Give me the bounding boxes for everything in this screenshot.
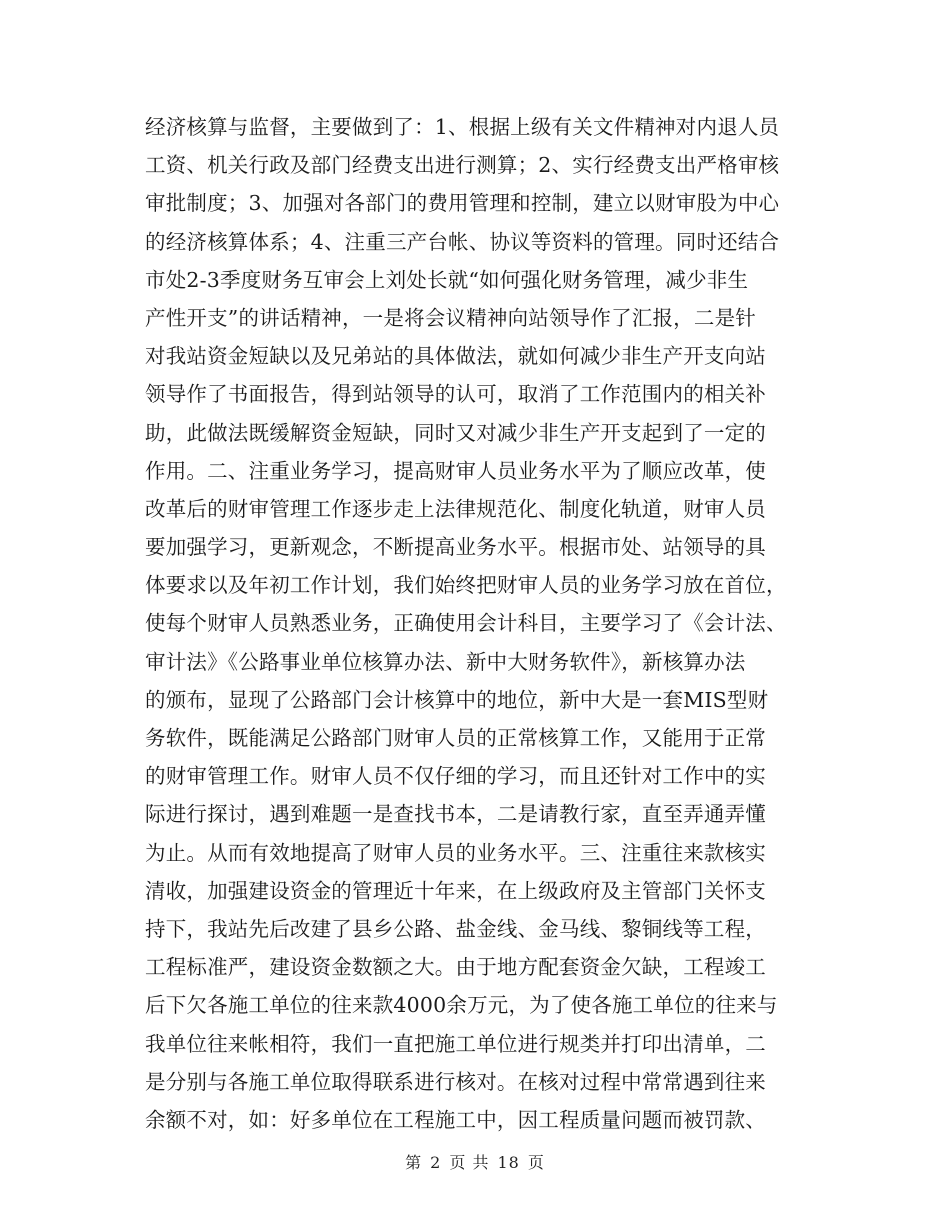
- text-line: 际进行探讨，遇到难题一是查找书本，二是请教行家，直至弄通弄懂: [145, 802, 766, 827]
- text-line: 工资、机关行政及部门经费支出进行测算；2、实行经费支出严格审核: [145, 153, 780, 178]
- page-footer: [0, 1150, 950, 1173]
- text-line: 后下欠各施工单位的往来款4000余万元，为了使各施工单位的往来与: [145, 993, 778, 1018]
- text-line: 市处2-3季度财务互审会上刘处长就“如何强化财务管理，减少非生: [145, 267, 749, 292]
- footer-page-prefix: 第: [405, 1153, 423, 1172]
- text-line: 领导作了书面报告，得到站领导的认可，取消了工作范围内的相关补: [145, 382, 766, 407]
- footer-page-suffix: 页: [527, 1153, 545, 1172]
- text-line: 的财审管理工作。财审人员不仅仔细的学习，而且还针对工作中的实: [145, 764, 766, 789]
- text-line: 清收，加强建设资金的管理近十年来，在上级政府及主管部门关怀支: [145, 878, 766, 903]
- text-line: 对我站资金短缺以及兄弟站的具体做法，就如何减少非生产开支向站: [145, 344, 766, 369]
- text-line: 作用。二、注重业务学习，提高财审人员业务水平为了顺应改革，使: [145, 458, 766, 483]
- footer-page-number: 2: [430, 1153, 442, 1172]
- text-line: 要加强学习，更新观念，不断提高业务水平。根据市处、站领导的具: [145, 535, 766, 560]
- text-line: 审批制度；3、加强对各部门的费用管理和控制，建立以财审股为中心: [145, 191, 780, 216]
- footer-page-mid: 页 共: [449, 1153, 490, 1172]
- text-line: 审计法》《公路事业单位核算办法、新中大财务软件》，新核算办法: [145, 649, 746, 674]
- text-line: 改革后的财审管理工作逐步走上法律规范化、制度化轨道，财审人员: [145, 496, 766, 521]
- text-line: 体要求以及年初工作计划，我们始终把财审人员的业务学习放在首位，: [145, 573, 787, 598]
- text-line: 的颁布，显现了公路部门会计核算中的地位，新中大是一套MIS型财: [145, 687, 769, 712]
- text-line: 产性开支”的讲话精神，一是将会议精神向站领导作了汇报，二是针: [145, 305, 756, 330]
- text-line: 是分别与各施工单位取得联系进行核对。在核对过程中常常遇到往来: [145, 1069, 766, 1094]
- text-line: 工程标准严，建设资金数额之大。由于地方配套资金欠缺，工程竣工: [145, 955, 766, 980]
- footer-total-pages: 18: [497, 1153, 520, 1172]
- text-line: 助，此做法既缓解资金短缺，同时又对减少非生产开支起到了一定的: [145, 420, 766, 445]
- text-line: 持下，我站先后改建了县乡公路、盐金线、金马线、黎铜线等工程，: [145, 916, 766, 941]
- text-line: 使每个财审人员熟悉业务，正确使用会计科目，主要学习了《会计法、: [145, 611, 787, 636]
- text-line: 我单位往来帐相符，我们一直把施工单位进行规类并打印出清单，二: [145, 1031, 766, 1056]
- text-line: 为止。从而有效地提高了财审人员的业务水平。三、注重往来款核实: [145, 840, 766, 865]
- body-text: [145, 108, 805, 1139]
- text-line: 务软件，既能满足公路部门财审人员的正常核算工作，又能用于正常: [145, 726, 766, 750]
- text-line: 经济核算与监督，主要做到了：1、根据上级有关文件精神对内退人员: [145, 115, 780, 139]
- text-line: 余额不对，如：好多单位在工程施工中，因工程质量问题而被罚款、: [145, 1107, 766, 1132]
- text-line: 的经济核算体系；4、注重三产台帐、协议等资料的管理。同时还结合: [145, 229, 780, 254]
